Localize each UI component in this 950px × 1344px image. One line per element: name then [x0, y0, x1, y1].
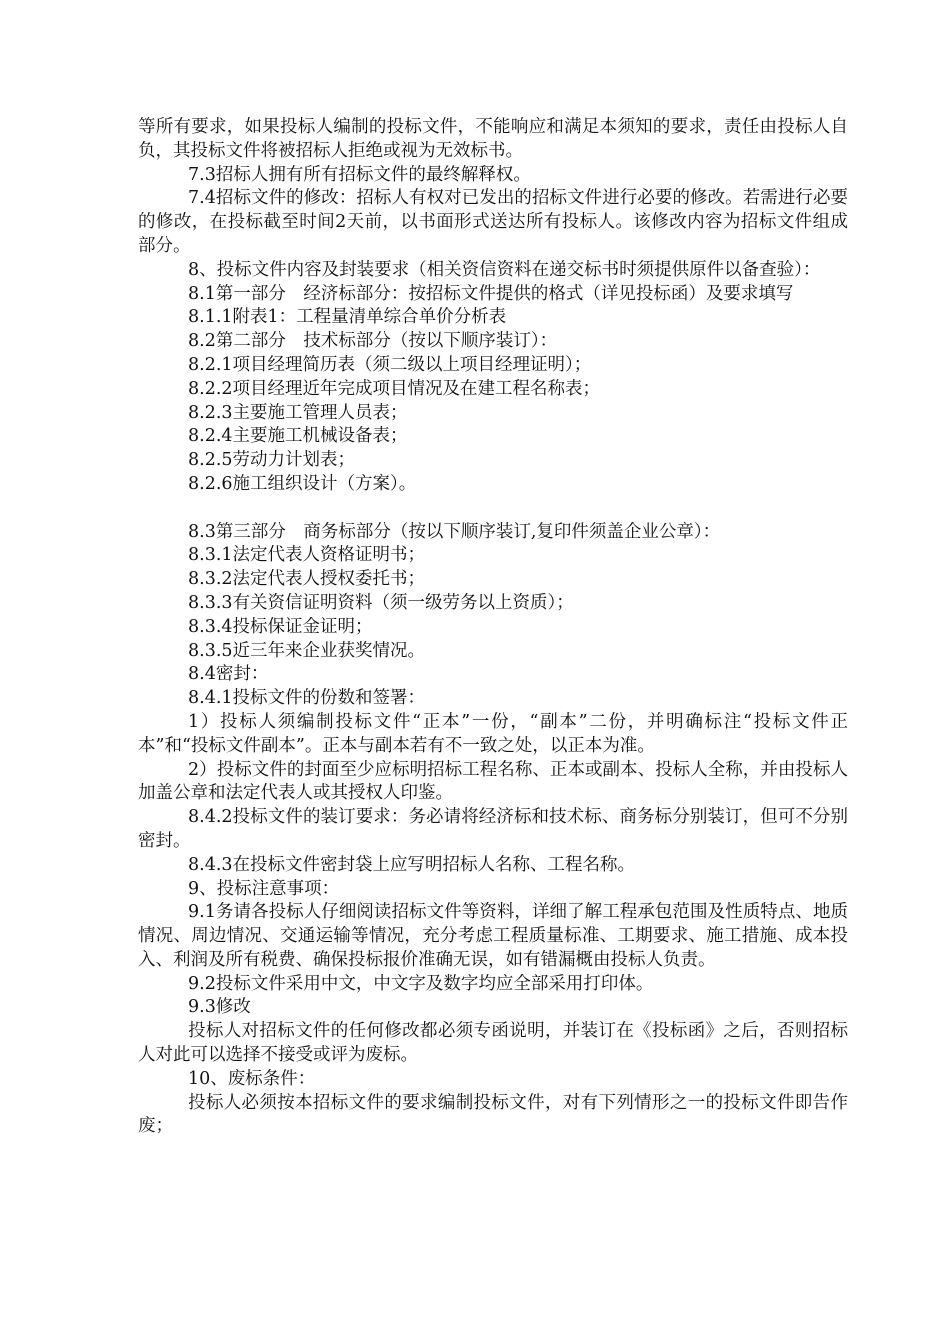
paragraph: 8.2.1项目经理简历表（须二级以上项目经理证明）；	[188, 354, 592, 375]
paragraph: 8.4.1投标文件的份数和签署：	[188, 688, 426, 709]
paragraph: 等所有要求，如果投标人编制的投标文件，不能响应和满足本须知的要求，责任由投标人自负，其投标文件将被招标人拒绝或视为无效标书。	[138, 117, 848, 161]
paragraph: 10、废标条件：	[188, 1068, 316, 1089]
paragraph: 8.4.2投标文件的装订要求：务必请将经济标和技术标、商务标分别装订，但可不分别密封。	[138, 807, 848, 851]
paragraph: 8.2.5劳动力计划表；	[188, 450, 356, 471]
paragraph: 8.3.4投标保证金证明；	[188, 616, 373, 637]
paragraph: 9、投标注意事项：	[188, 878, 340, 899]
paragraph: 8.1.1附表1：工程量清单综合单价分析表	[188, 307, 507, 328]
paragraph: 9.2投标文件采用中文，中文字及数字均应全部采用打印体。	[188, 973, 654, 994]
paragraph: 8.3.2法定代表人授权委托书；	[188, 569, 426, 590]
paragraph: 8.4.3在投标文件密封袋上应写明招标人名称、工程名称。	[188, 854, 636, 875]
paragraph: 8、投标文件内容及封装要求（相关资信资料在递交标书时须提供原件以备查验）：	[188, 259, 821, 280]
paragraph: 2）投标文件的封面至少应标明招标工程名称、正本或副本、投标人全称，并由投标人加盖公章和法定代表人或其授权人印鉴。	[138, 759, 848, 804]
paragraph: 9.3修改	[188, 997, 251, 1018]
blank-line	[138, 497, 848, 521]
paragraph: 8.2.4主要施工机械设备表；	[188, 426, 408, 447]
paragraph: 7.4招标文件的修改：招标人有权对已发出的招标文件进行必要的修改。若需进行必要的修改，在投标截至时间2天前，以书面形式送达所有投标人。该修改内容为招标文件组成部分。	[138, 188, 848, 256]
paragraph: 投标人对招标文件的任何修改都必须专函说明，并装订在《投标函》之后，否则招标人对此可以选择不接受或评为废标。	[138, 1021, 848, 1066]
paragraph: 8.3.1法定代表人资格证明书；	[188, 545, 426, 566]
paragraph: 8.2.3主要施工管理人员表；	[188, 402, 408, 423]
paragraph: 8.2第二部分 技术标部分（按以下顺序装订）：	[188, 331, 558, 352]
paragraph: 7.3招标人拥有所有招标文件的最终解释权。	[188, 164, 531, 185]
paragraph: 8.4密封：	[188, 664, 269, 685]
document-page	[138, 116, 848, 1139]
paragraph: 投标人必须按本招标文件的要求编制投标文件，对有下列情形之一的投标文件即告作废；	[138, 1092, 848, 1137]
paragraph: 8.3.5近三年来企业获奖情况。	[188, 640, 426, 661]
paragraph: 8.3第三部分 商务标部分（按以下顺序装订,复印件须盖企业公章）：	[188, 521, 721, 542]
paragraph: 1）投标人须编制投标文件“正本”一份，“副本”二份，并明确标注“投标文件正本”和“投标文件副本”。正本与副本若有不一致之处，以正本为准。	[138, 711, 848, 756]
paragraph: 8.2.2项目经理近年完成项目情况及在建工程名称表；	[188, 378, 601, 399]
paragraph: 8.3.3有关资信证明资料（须一级劳务以上资质）；	[188, 592, 574, 613]
paragraph: 8.1第一部分 经济标部分：按招标文件提供的格式（详见投标函）及要求填写	[188, 283, 794, 304]
paragraph: 9.1务请各投标人仔细阅读招标文件等资料，详细了解工程承包范围及性质特点、地质情况、周边情况、交通运输等情况，充分考虑工程质量标准、工期要求、施工措施、成本投入、利润及所有税费、确保投标报价准确无误，如有错漏概由投标人负责。	[138, 902, 848, 970]
paragraph: 8.2.6施工组织设计（方案）。	[188, 473, 417, 494]
